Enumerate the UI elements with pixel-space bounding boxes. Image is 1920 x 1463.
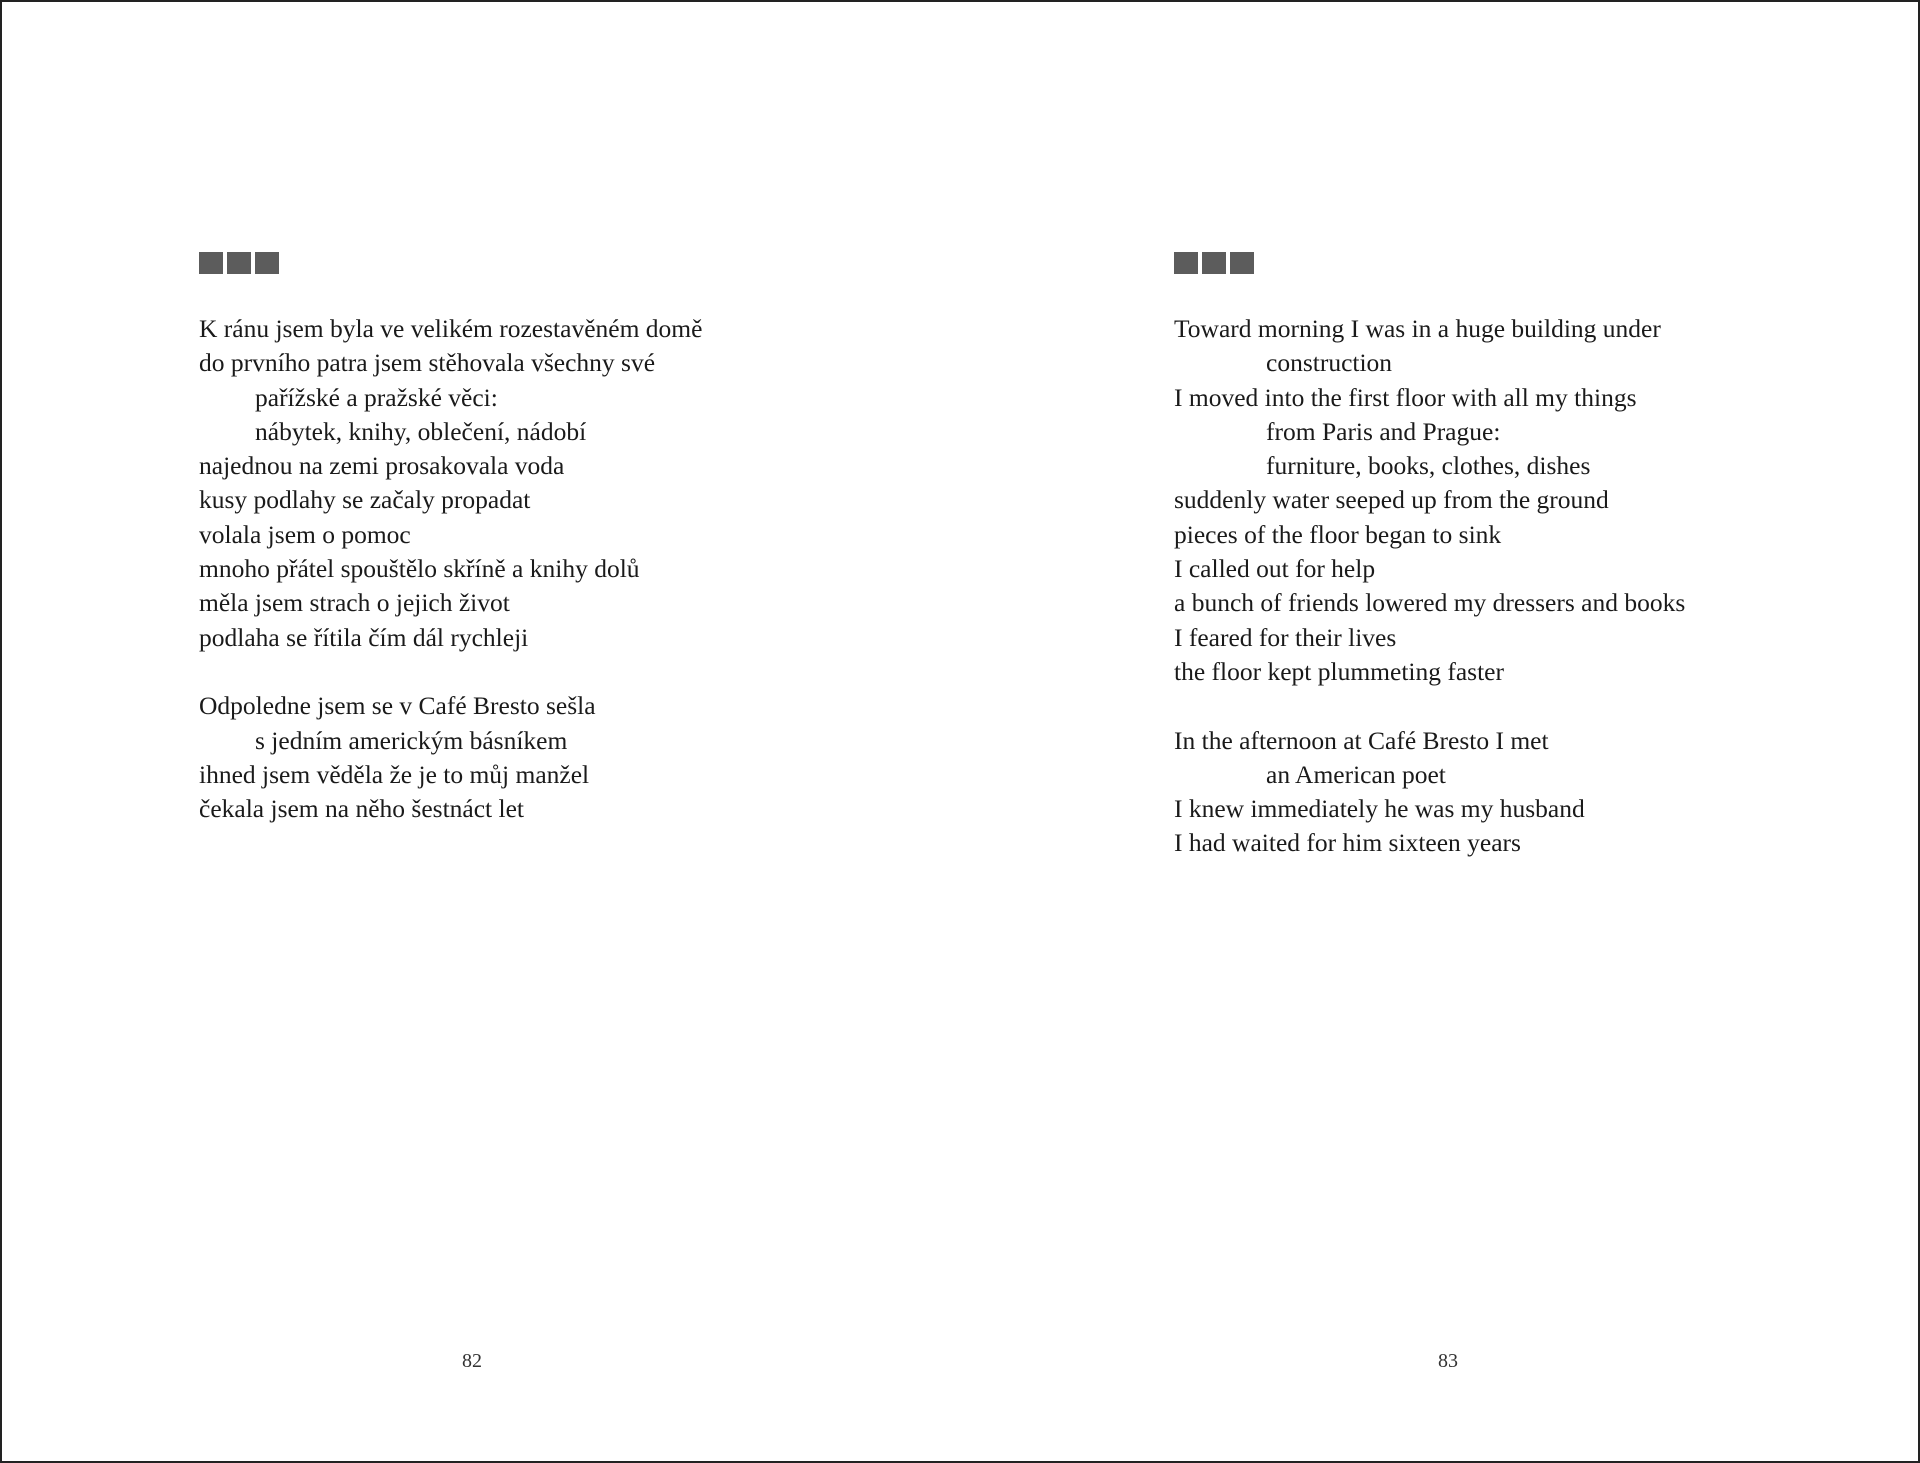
poem-line: pieces of the floor began to sink xyxy=(1174,519,1502,549)
page-number: 83 xyxy=(1438,1350,1458,1372)
section-ornament xyxy=(199,252,279,274)
ornament-square xyxy=(1202,252,1226,274)
poem-line: pařížské a pražské věci: xyxy=(255,382,498,412)
poem-line: kusy podlahy se začaly propadat xyxy=(199,485,531,515)
poem-line: Toward morning I was in a huge building under xyxy=(1174,314,1661,343)
poem-line: I moved into the first floor with all my things xyxy=(1174,382,1637,412)
poem-line: I feared for their lives xyxy=(1174,622,1397,652)
poem-line: construction xyxy=(1266,348,1393,378)
section-ornament xyxy=(1174,252,1254,274)
poem-line: I knew immediately he was my husband xyxy=(1174,794,1585,824)
poem-line: I had waited for him sixteen years xyxy=(1174,828,1521,858)
ornament-square xyxy=(1230,252,1254,274)
ornament-square xyxy=(227,252,251,274)
poem-line: the floor kept plummeting faster xyxy=(1174,656,1504,686)
poem-line: ihned jsem věděla že je to můj manžel xyxy=(199,759,590,789)
poem-czech xyxy=(199,312,702,826)
poem-line: s jedním americkým básníkem xyxy=(255,725,568,755)
poem-line: do prvního patra jsem stěhovala všechny své xyxy=(199,348,656,378)
poem-line: an American poet xyxy=(1266,759,1446,789)
poem-line: mnoho přátel spouštělo skříně a knihy dolů xyxy=(199,554,640,584)
poem-stanza xyxy=(1174,724,1685,861)
poem-line: Odpoledne jsem se v Café Bresto sešla xyxy=(199,691,596,721)
poem-line: měla jsem strach o jejich život xyxy=(199,588,510,618)
poem-english xyxy=(1174,312,1685,861)
poem-stanza xyxy=(1174,312,1685,689)
left-page xyxy=(2,2,960,1461)
poem-line: I called out for help xyxy=(1174,554,1376,584)
right-page xyxy=(960,2,1918,1461)
poem-line: najednou na zemi prosakovala voda xyxy=(199,451,565,481)
poem-line: suddenly water seeped up from the ground xyxy=(1174,485,1609,515)
poem-stanza xyxy=(199,312,702,655)
poem-line: podlaha se řítila čím dál rychleji xyxy=(199,622,529,652)
poem-line: from Paris and Prague: xyxy=(1266,416,1501,446)
poem-line: nábytek, knihy, oblečení, nádobí xyxy=(255,416,587,446)
ornament-square xyxy=(1174,252,1198,274)
poem-line: a bunch of friends lowered my dressers and books xyxy=(1174,588,1686,618)
poem-line: K ránu jsem byla ve velikém rozestavěném domě xyxy=(199,314,703,343)
ornament-square xyxy=(199,252,223,274)
poem-line: čekala jsem na něho šestnáct let xyxy=(199,794,524,824)
poem-line: furniture, books, clothes, dishes xyxy=(1266,451,1591,481)
ornament-square xyxy=(255,252,279,274)
poem-stanza xyxy=(199,689,702,826)
poem-line: volala jsem o pomoc xyxy=(199,519,411,549)
page-number: 82 xyxy=(462,1350,482,1372)
poem-line: In the afternoon at Café Bresto I met xyxy=(1174,725,1549,755)
